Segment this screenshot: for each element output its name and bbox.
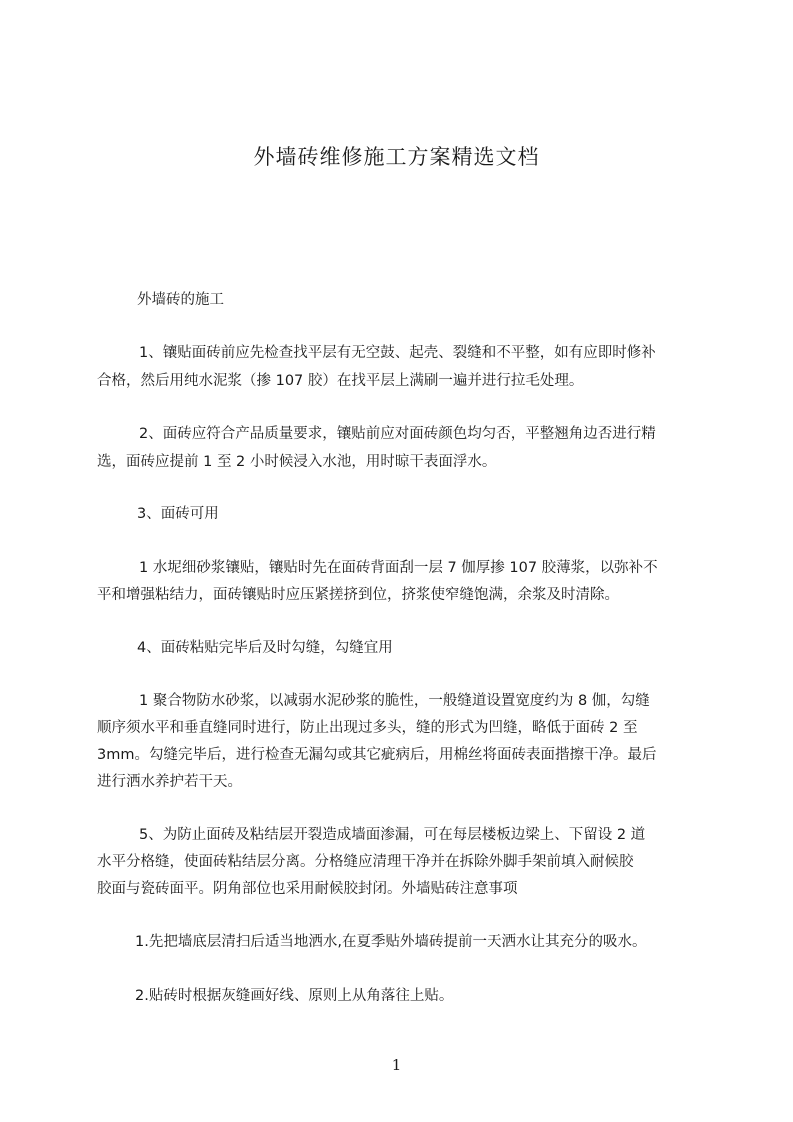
paragraph-6-line-1: 1 聚合物防水砂浆，以减弱水泥砂浆的脆性，一般缝道设置宽度约为 8 伽，勾缝 xyxy=(139,693,650,709)
document-title: 外墙砖维修施工方案精选文档 xyxy=(253,145,540,169)
section-heading: 外墙砖的施工 xyxy=(137,292,224,308)
paragraph-2-line-1: 2、面砖应符合产品质量要求，镶贴前应对面砖颜色均匀否，平整翘角边否进行精 xyxy=(139,426,656,442)
paragraph-7-line-2: 水平分格缝，使面砖粘结层分离。分格缝应清理干净并在拆除外脚手架前填入耐候胶 xyxy=(97,854,634,870)
paragraph-5: 4、面砖粘贴完毕后及时勾缝，勾缝宜用 xyxy=(137,640,393,656)
paragraph-1-line-2: 合格，然后用纯水泥浆（掺 107 胶）在找平层上满刷一遍并进行拉毛处理。 xyxy=(97,373,584,389)
paragraph-7-line-3: 胶面与瓷砖面平。阴角部位也采用耐候胶封闭。外墙贴砖注意事项 xyxy=(97,881,518,897)
paragraph-4-line-2: 平和增强粘结力，面砖镶贴时应压紧搓挤到位，挤浆使窄缝饱满，余浆及时清除。 xyxy=(97,587,619,603)
paragraph-7-line-1: 5、为防止面砖及粘结层开裂造成墙面渗漏，可在每层楼板边梁上、下留设 2 道 xyxy=(139,827,646,843)
paragraph-6-line-2: 顺序须水平和垂直缝同时进行，防止出现过多头，缝的形式为凹缝，略低于面砖 2 至 xyxy=(97,720,638,736)
paragraph-3: 3、面砖可用 xyxy=(137,506,219,522)
paragraph-4-line-1: 1 水坭细砂浆镶贴，镶贴时先在面砖背面刮一层 7 伽厚掺 107 胶薄浆，以弥补不 xyxy=(139,560,658,576)
paragraph-2-line-2: 选，面砖应提前 1 至 2 小时候浸入水池，用时晾干表面浮水。 xyxy=(97,454,497,470)
paragraph-6-line-4: 进行洒水养护若干天。 xyxy=(97,774,242,790)
paragraph-6-line-3: 3mm。勾缝完毕后，进行检查无漏勾或其它疵病后，用棉丝将面砖表面揩擦干净。最后 xyxy=(97,747,657,763)
paragraph-1-line-1: 1、镶贴面砖前应先检查找平层有无空鼓、起壳、裂缝和不平整，如有应即时修补 xyxy=(139,345,656,361)
paragraph-8: 1.先把墙底层清扫后适当地洒水,在夏季贴外墙砖提前一天洒水让其充分的吸水。 xyxy=(135,934,647,950)
paragraph-9: 2.贴砖时根据灰缝画好线、原则上从角落往上贴。 xyxy=(135,988,454,1004)
page-number: 1 xyxy=(391,1056,402,1074)
